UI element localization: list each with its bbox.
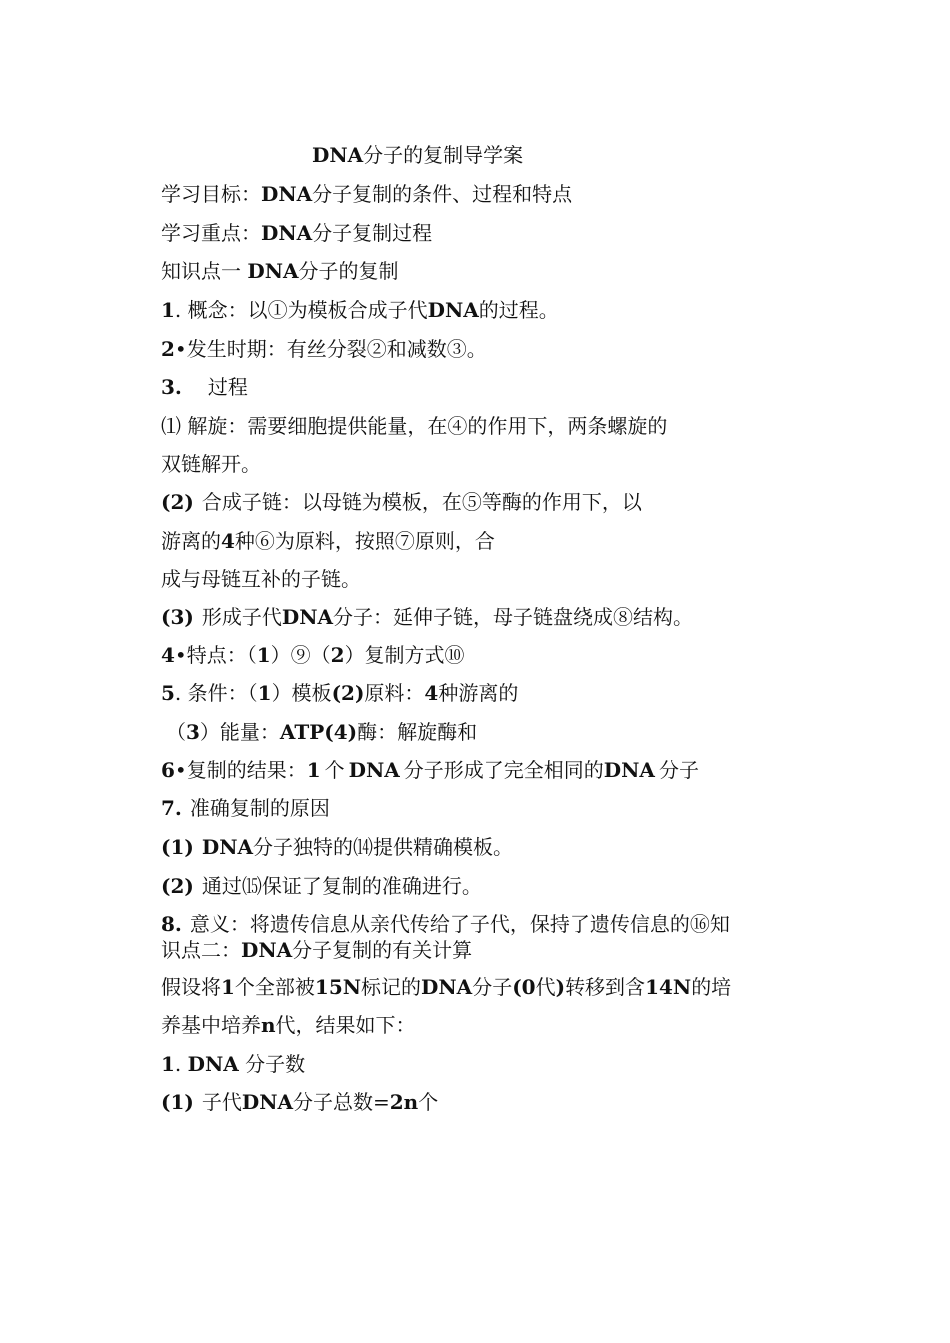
para1-b4: (0 xyxy=(512,975,536,999)
item5b-pre: （ xyxy=(166,720,186,744)
para1-b1: 1 xyxy=(221,975,235,999)
paragraph-assumption-2 xyxy=(161,1012,416,1038)
para1-b2: 15N xyxy=(314,975,362,999)
item1-num: 1 xyxy=(161,298,175,322)
item-4-features xyxy=(161,642,465,668)
item-3-1-line-a xyxy=(161,413,667,439)
item5-b3: 4 xyxy=(424,681,439,705)
item7-2-text: 通过⒂保证了复制的准确进行。 xyxy=(201,874,482,898)
section2-text: 分子复制的有关计算 xyxy=(292,938,473,962)
calc1-1-num: (1) xyxy=(161,1090,194,1114)
para1-b5: ) xyxy=(555,975,566,999)
calc1-bold: DNA xyxy=(187,1052,239,1076)
item-7-reasons xyxy=(161,795,330,821)
para1-b3: DNA xyxy=(421,975,473,999)
item1-text1: . 概念：以①为模板合成子代 xyxy=(174,298,428,322)
item6-text1: •复制的结果： xyxy=(174,758,307,782)
item7-2-num: (2) xyxy=(161,874,194,898)
learning-goal xyxy=(161,181,572,207)
item8-num: 8. xyxy=(161,912,182,936)
document-title xyxy=(312,142,523,168)
item3-2b-text: 种⑥为原料，按照⑦原则，合 xyxy=(234,529,495,553)
item3-3-num: (3) xyxy=(161,605,194,629)
item7-text: 准确复制的原因 xyxy=(189,796,330,820)
item-8-significance xyxy=(161,911,730,937)
para1-b6: 14N xyxy=(645,975,692,999)
para1-t4: 分子 xyxy=(472,975,513,999)
para2-b1: n xyxy=(261,1013,276,1037)
para1-t7: 的培 xyxy=(691,975,732,999)
para2-t2: 代，结果如下： xyxy=(275,1013,416,1037)
item3-2b-pre: 游离的 xyxy=(161,529,221,553)
calc1-1-t3: 个 xyxy=(418,1090,439,1114)
section-2-heading xyxy=(161,937,472,963)
learning-focus xyxy=(161,220,432,246)
calc1-t2: 分子数 xyxy=(238,1052,306,1076)
section-1-heading xyxy=(161,258,399,284)
item2-num: 2 xyxy=(161,337,175,361)
item-3-process xyxy=(161,374,248,400)
title-bold: DNA xyxy=(312,143,364,167)
calc1-num: 1 xyxy=(161,1052,175,1076)
item1-bold: DNA xyxy=(427,298,479,322)
item7-1-text: 分子独特的⒁提供精确模板。 xyxy=(253,835,513,859)
item7-1-bold: DNA xyxy=(201,835,253,859)
item4-b1: 1 xyxy=(256,643,271,667)
item-3-2-line-c xyxy=(161,566,361,592)
section2-pre: 识点二： xyxy=(161,938,241,962)
item5-text3: 原料： xyxy=(364,681,425,705)
item3-2c-text: 成与母链互补的子链。 xyxy=(161,567,361,591)
item6-text3: 分子形成了完全相同的 xyxy=(403,758,604,782)
title-text: 分子的复制导学案 xyxy=(363,143,524,167)
item5b-b1: 3 xyxy=(186,720,200,744)
item1-text2: 的过程。 xyxy=(478,298,559,322)
item4-num: 4 xyxy=(161,643,175,667)
item5-text1: . 条件：（ xyxy=(174,681,258,705)
goal-text: 分子复制的条件、过程和特点 xyxy=(312,182,573,206)
calc-1-1 xyxy=(161,1089,438,1115)
item-3-2-line-a xyxy=(161,489,642,515)
para1-t6: 转移到含 xyxy=(565,975,646,999)
item5b-text1: ）能量： xyxy=(199,720,280,744)
calc1-1-b2: 2n xyxy=(389,1090,419,1114)
calc-1-heading xyxy=(161,1051,305,1077)
item4-text3: ）复制方式⑩ xyxy=(344,643,465,667)
calc1-1-t1: 子代 xyxy=(201,1090,242,1114)
section1-pre: 知识点一 xyxy=(161,259,248,283)
item3-text: 过程 xyxy=(207,375,248,399)
item5-text4: 种游离的 xyxy=(438,681,519,705)
item7-num: 7. xyxy=(161,796,182,820)
item3-2-num: (2) xyxy=(161,490,194,514)
item5-b1: 1 xyxy=(257,681,272,705)
item4-b2: 2 xyxy=(330,643,345,667)
item5-num: 5 xyxy=(161,681,175,705)
item3-3-bold: DNA xyxy=(281,605,333,629)
item6-num: 6 xyxy=(161,758,175,782)
para1-t3: 标记的 xyxy=(361,975,422,999)
para2-t1: 养基中培养 xyxy=(161,1013,261,1037)
section1-text: 分子的复制 xyxy=(298,259,399,283)
item7-1-num: (1) xyxy=(161,835,194,859)
item5-b2: (2) xyxy=(331,681,365,705)
focus-bold: DNA xyxy=(261,221,313,245)
para1-t1: 假设将 xyxy=(161,975,221,999)
item8-text: 意义：将遗传信息从亲代传给了子代，保持了遗传信息的⑯知 xyxy=(189,912,730,936)
item3-num: 3. xyxy=(161,375,182,399)
item-7-2 xyxy=(161,873,482,899)
item3-1b-text: 双链解开。 xyxy=(161,452,261,476)
item-1-concept xyxy=(161,297,559,323)
item3-2b-bold: 4 xyxy=(221,529,235,553)
item3-3-text1: 形成子代 xyxy=(201,605,282,629)
para1-t5: 代 xyxy=(535,975,556,999)
item-6-result xyxy=(161,757,699,783)
item5-text2: ）模板 xyxy=(271,681,332,705)
item2-text: •发生时期：有丝分裂②和减数③。 xyxy=(174,337,487,361)
item6-b1: 1 xyxy=(306,758,321,782)
focus-text: 分子复制过程 xyxy=(312,221,433,245)
item5b-b2: ATP(4) xyxy=(279,720,358,744)
item3-1a-text: ⑴ 解旋：需要细胞提供能量，在④的作用下，两条螺旋的 xyxy=(161,414,668,438)
item6-text4: 分子 xyxy=(658,758,699,782)
section1-bold: DNA xyxy=(247,259,299,283)
focus-label: 学习重点： xyxy=(161,221,261,245)
item-5-conditions xyxy=(161,680,518,706)
item3-3-text2: 分子：延伸子链，母子链盘绕成⑧结构。 xyxy=(333,605,693,629)
item-3-1-line-b xyxy=(161,451,261,477)
item-2-timing xyxy=(161,336,487,362)
item-3-2-line-b xyxy=(161,528,495,554)
item3-2a-text: 合成子链：以母链为模板，在⑤等酶的作用下，以 xyxy=(201,490,642,514)
item5b-text2: 酶：解旋酶和 xyxy=(357,720,478,744)
item6-b3: DNA xyxy=(603,758,655,782)
item-5-conditions-cont xyxy=(166,719,477,745)
goal-bold: DNA xyxy=(261,182,313,206)
item4-text1: •特点：（ xyxy=(174,643,257,667)
section2-bold: DNA xyxy=(241,938,293,962)
goal-label: 学习目标： xyxy=(161,182,261,206)
calc1-t1: . xyxy=(174,1052,188,1076)
calc1-1-b1: DNA xyxy=(241,1090,293,1114)
item-3-3 xyxy=(161,604,693,630)
item6-text2: 个 xyxy=(324,758,345,782)
item6-b2: DNA xyxy=(348,758,400,782)
calc1-1-t2: 分子总数= xyxy=(293,1090,390,1114)
item-7-1 xyxy=(161,834,513,860)
para1-t2: 个全部被 xyxy=(234,975,315,999)
paragraph-assumption-1 xyxy=(161,974,731,1000)
item4-text2: ）⑨（ xyxy=(270,643,331,667)
